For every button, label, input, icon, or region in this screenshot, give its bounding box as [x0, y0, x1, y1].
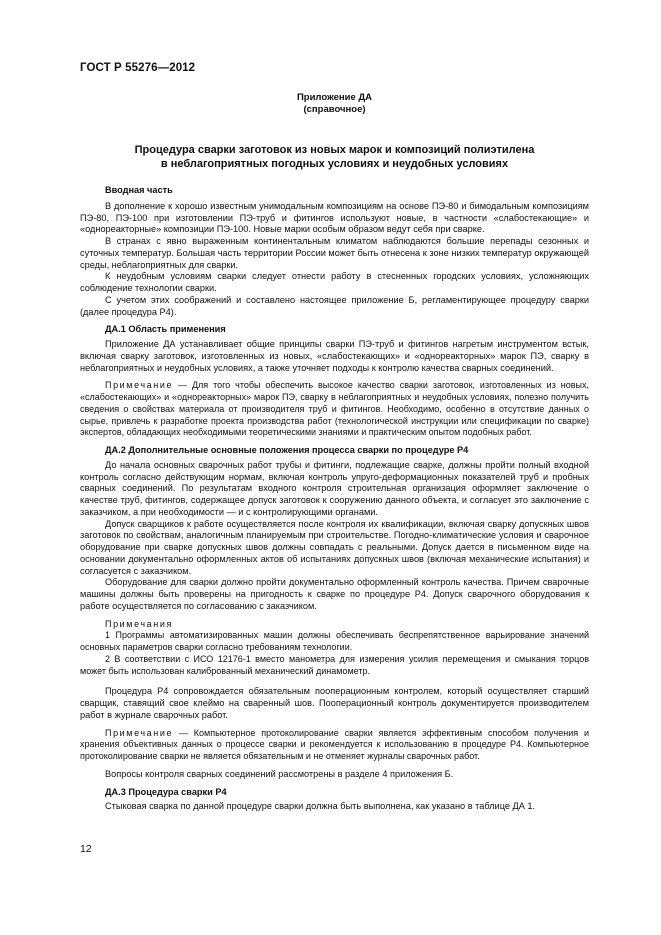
page-title	[80, 143, 589, 171]
title-line-1: Процедура сварки заготовок из новых марок и композиций полиэтилена	[134, 144, 535, 156]
document-body	[80, 185, 589, 813]
appendix-label: Приложение ДА	[296, 92, 373, 103]
provisions-paragraph: Допуск сварщиков к работе осуществляется после контроля их квалификации, включая сварку допускных швов заготовок по свойствам, аналогичным планируемым при строительстве. Погодно-климатические условия и сварочное оборудование при сварке допускных швов должны совпадать с реальными. Допуск дается в письменном виде на основании документально оформленных актов об испытаниях допускных швов (включая механические испытания) и согласуется с заказчиком.	[80, 518, 589, 576]
note-text: — Компьютерное протоколирование сварки является эффективным способом получения и хранения объективных данных о процессе сварки и рекомендуется к использованию в процедуре Р4. Компьютерное протоколирование сварки не является обязательным и не отменяет журналы сварочных работ.	[80, 727, 589, 761]
intro-paragraph: В странах с явно выраженным континентальным климатом наблюдаются большие перепады сезонных и суточных температур. Большая часть территории России может быть отнесена к зоне низких температур окружающей среды, неблагоприятных для сварки.	[80, 236, 589, 270]
scope-note	[80, 380, 589, 439]
note-text: — Для того чтобы обеспечить высокое качество сварки заготовок, изготовленных из новых, «слабостекающих» и «однореакторных» марок ПЭ, сварку в неблагоприятных и неудобных условиях, полезно получить сведения о свойствах материала от производителя труб и фитингов. Необходимо, особенно в отсутствие данных о сырье, привлечь к разработке проекта производства работ (технологической инструкции или спецификации по сварке) экспертов, обладающих необходимыми теоретическими знаниями и практическим опытом подобных работ.	[80, 380, 589, 438]
intro-paragraph: К неудобным условиям сварки следует отнести работу в стесненных городских условиях, усложняющих соблюдение технологии сварки.	[80, 271, 589, 293]
page-number: 12	[80, 843, 92, 855]
section-heading-scope: ДА.1 Область применения	[105, 324, 226, 335]
scope-paragraph: Приложение ДА устанавливает общие принципы сварки ПЭ-труб и фитингов нагретым инструментом встык, включая сварку заготовок, изготовленных из новых, «слабостекающих» и «однореакторных» марок ПЭ, сварку в неблагоприятных и неудобных условиях, а также уточняет подходы к контролю качества сварных соединений.	[80, 339, 589, 373]
procedure-paragraph: Стыковая сварка по данной процедуре сварки должна быть выполнена, как указано в таблице ДА 1.	[105, 801, 536, 812]
appendix-header	[80, 92, 589, 116]
provisions-paragraph: До начала основных сварочных работ трубы и фитинги, подлежащие сварке, должны пройти полный входной контроль согласно действующим нормам, включая контроль упруго-деформационных показателей труб и пробных сварных соединений. По результатам входного контроля строительная организация оформляет заключение о качестве труб, фитингов, содержащее допуск заготовок к сооружению данного объекта, и согласует это заключение с заказчиком, а при необходимости — и с контролирующими органами.	[80, 459, 589, 517]
note-item-2: 2 В соответствии с ИСО 12176-1 вместо манометра для измерения усилия перемещения и смыкания торцов может быть использован калиброванный механический динамометр.	[80, 653, 589, 676]
notes-label: Примечания	[105, 618, 173, 629]
provisions-paragraph: Процедура Р4 сопровождается обязательным пооперационным контролем, который осуществляет старший сварщик, ставящий свое клеймо на сваренный шов. Пооперационный контроль документируется производителем работ в журнале сварочных работ.	[80, 686, 589, 720]
title-line-2: в неблагоприятных погодных условиях и неудобных условиях	[160, 158, 509, 170]
provisions-paragraph: Оборудование для сварки должно пройти документально оформленный контроль качества. Причем сварочные машины должны быть проверены на пригодность к сварке по процедуре Р4. Допуск сварочного оборудования к работе осуществляется по согласованию с заказчиком.	[80, 577, 589, 611]
section-heading-provisions: ДА.2 Дополнительные основные положения процесса сварки по процедуре Р4	[105, 445, 469, 455]
provisions-paragraph: Вопросы контроля сварных соединений рассмотрены в разделе 4 приложения Б.	[105, 768, 454, 779]
intro-heading: Вводная часть	[105, 185, 173, 195]
intro-paragraph: В дополнение к хорошо известным унимодальным композициям на основе ПЭ-80 и бимодальным композициям ПЭ-80, ПЭ-100 при изготовлении ПЭ-труб и фитингов используют новые, в частности «слабостекающие» и «однореакторные» композиции ПЭ-100. Новые марки особым образом ведут себя при сварке.	[80, 200, 589, 235]
section-heading-procedure: ДА.3 Процедура сварки Р4	[105, 786, 227, 797]
appendix-kind: (справочное)	[303, 104, 366, 115]
note-label: Примечание	[105, 727, 174, 738]
standard-designation: ГОСТ Р 55276—2012	[80, 62, 196, 74]
note-item-1: 1 Программы автоматизированных машин должны обеспечивать беспрепятственное варьирование значений основных параметров сварки согласно требованиям технологии.	[80, 630, 589, 652]
intro-paragraph: С учетом этих соображений и составлено настоящее приложение Б, регламентирующее процедуру сварки (далее процедура Р4).	[80, 294, 589, 317]
provisions-note	[80, 728, 589, 763]
note-label: Примечание	[105, 380, 174, 391]
